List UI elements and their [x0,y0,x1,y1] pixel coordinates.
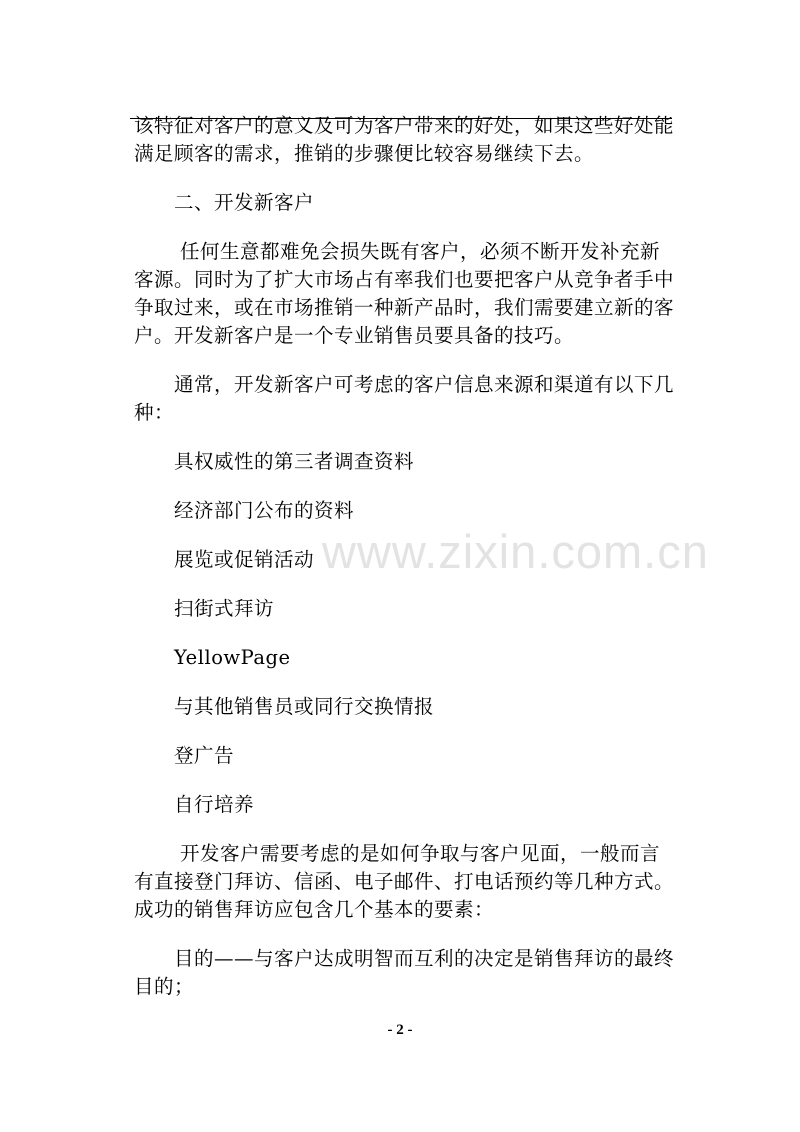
paragraph-visit: 开发客户需要考虑的是如何争取与客户见面，一般而言有直接登门拜访、信函、电子邮件、打电话预约等几种方式。成功的销售拜访应包含几个基本的要素： [134,842,675,921]
list-item: 经济部门公布的资料 [174,499,355,522]
list-item: 具权威性的第三者调查资料 [174,450,415,473]
paragraph-intro: 任何生意都难免会损失既有客户，必须不断开发补充新客源。同时为了扩大市场占有率我们也要把客户从竞争者手中争取过来，或在市场推销一种新产品时，我们需要建立新的客户。开发新客户是一个专业销售员要具备的技巧。 [134,240,675,347]
page-number: - 2 - [387,1022,413,1038]
paragraph-purpose: 目的——与客户达成明智而互利的决定是销售拜访的最终目的； [134,947,675,998]
section-heading: 二、开发新客户 [174,191,315,214]
list-item: 展览或促销活动 [174,548,315,571]
list-item: 扫街式拜访 [174,597,275,620]
list-item: 与其他销售员或同行交换情报 [174,695,435,718]
paragraph-sources: 通常，开发新客户可考虑的客户信息来源和渠道有以下几种： [134,373,675,424]
watermark: www.zixin.com.cn [322,525,709,578]
list-item: 自行培养 [174,793,255,816]
paragraph-continuation: 该特征对客户的意义及可为客户带来的好处，如果这些好处能满足顾客的需求，推销的步骤便比较容易继续下去。 [134,114,675,165]
list-item: YellowPage [174,646,291,669]
list-item: 登广告 [174,744,235,767]
